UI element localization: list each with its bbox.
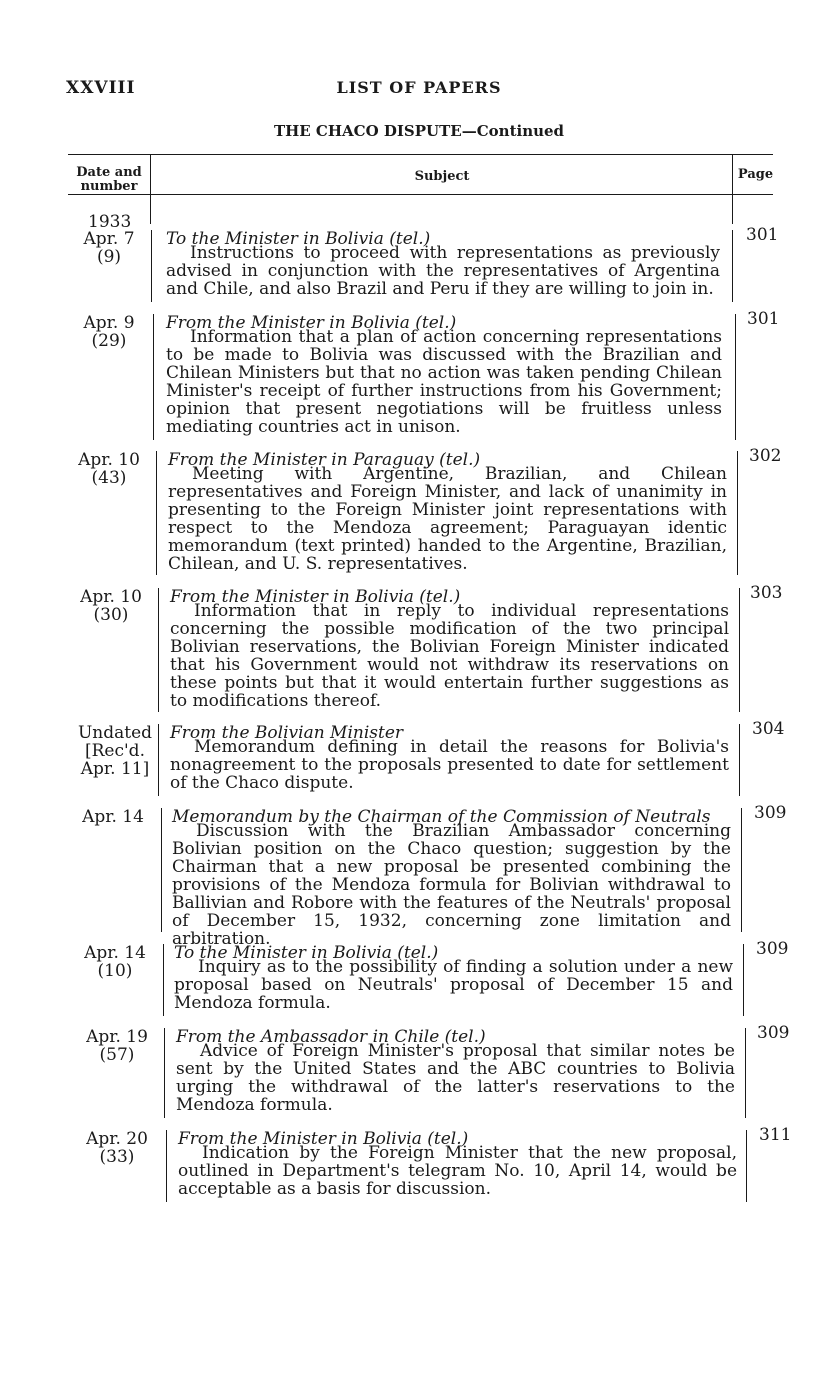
entry-description: Advice of Foreign Minister's proposal that similar notes be sent by the United States and the ABC countries to Bolivia urging the withdrawal of the latter's reservations to the Mendoza formula.	[176, 1041, 735, 1115]
entry-bar-left	[163, 944, 164, 1016]
entry-addressee: From the Minister in Bolivia (tel.)	[166, 313, 457, 333]
year-label: 1933	[88, 212, 132, 232]
entry-page: 302	[749, 446, 782, 466]
entry-addressee: From the Minister in Paraguay (tel.)	[168, 450, 481, 470]
table-top-rule	[68, 154, 773, 155]
entry-bar-left	[158, 724, 159, 796]
entry-page: 309	[757, 1023, 790, 1043]
entry-description: Inquiry as to the possibility of finding a solution under a new proposal based on Neutrals' proposal of December 15 and Mendoza formula.	[174, 957, 733, 1013]
entry-bar-right	[741, 808, 742, 932]
running-title: LIST OF PAPERS	[336, 78, 502, 97]
entry-date: Apr. 9 (29)	[83, 313, 135, 351]
entry-page: 303	[750, 583, 783, 603]
entry-bar-left	[166, 1130, 167, 1202]
entry-page: 309	[756, 939, 789, 959]
column-header-date: Date and number	[76, 165, 142, 194]
entry-date: Apr. 19 (57)	[86, 1027, 148, 1065]
entry-addressee: To the Minister in Bolivia (tel.)	[166, 229, 431, 249]
entry-bar-right	[737, 451, 738, 575]
entry-description: Information that in reply to individual representations concerning the possible modification of the two principal Bolivian reservations, the Bolivian Foreign Minister indicated that his Government would not withdraw its reservations on these points but that it would entertain further suggestions as to modifications thereof.	[170, 601, 729, 711]
entry-description: Discussion with the Brazilian Ambassador concerning Bolivian position on the Chaco question; suggestion by the Chairman that a new proposal be presented combining the provisions of the Mendoza formula for Bolivian withdrawal to Ballivian and Robore with the features of the Neutrals' proposal of December 15, 1932, concerning zone limitation and arbitration.	[172, 821, 731, 949]
entry-bar-left	[164, 1028, 165, 1118]
entry-page: 301	[746, 225, 779, 245]
entry-bar-right	[735, 314, 736, 440]
entry-date: Apr. 7 (9)	[83, 229, 135, 267]
entry-description: Meeting with Argentine, Brazilian, and Chilean representatives and Foreign Minister, and lack of unanimity in presenting to the Foreign Minister joint representations with respect to the Mendoza agreement; Paraguayan identic memorandum (text printed) handed to the Argentine, Brazilian, Chilean, and U. S. representatives.	[168, 464, 727, 574]
entry-page: 301	[747, 309, 780, 329]
entry-addressee: Memorandum by the Chairman of the Commission of Neutrals	[172, 807, 711, 827]
entry-bar-left	[158, 588, 159, 712]
entry-bar-right	[745, 1028, 746, 1118]
entry-date: Undated [Rec'd. Apr. 11]	[77, 723, 153, 779]
entry-page: 311	[759, 1125, 792, 1145]
entry-description: Information that a plan of action concerning representations to be made to Bolivia was discussed with the Brazilian and Chilean Ministers but that no action was taken pending Chilean Minister's receipt of further instructions from his Government; opinion that present negotiations will be fruitless unless mediating countries act in unison.	[166, 327, 722, 437]
entry-bar-right	[732, 230, 733, 302]
entry-description: Instructions to proceed with representations as previously advised in conjunction with the representatives of Argentina and Chile, and also Brazil and Peru if they are willing to join in.	[166, 243, 720, 299]
column-header-page: Page	[737, 167, 774, 182]
entry-addressee: From the Ambassador in Chile (tel.)	[176, 1027, 486, 1047]
entry-bar-right	[739, 588, 740, 712]
entry-bar-left	[161, 808, 162, 932]
entry-bar-right	[746, 1130, 747, 1202]
section-title: THE CHACO DISPUTE—Continued	[273, 122, 565, 140]
entry-page: 304	[752, 719, 785, 739]
entry-bar-right	[739, 724, 740, 796]
entry-addressee: From the Bolivian Minister	[170, 723, 404, 743]
entry-date: Apr. 14	[82, 807, 144, 827]
entry-bar-left	[156, 451, 157, 575]
entry-bar-left	[151, 230, 152, 302]
entry-addressee: To the Minister in Bolivia (tel.)	[174, 943, 439, 963]
table-header-rule	[68, 194, 773, 195]
entry-date: Apr. 14 (10)	[84, 943, 146, 981]
entry-date: Apr. 10 (30)	[80, 587, 142, 625]
entry-bar-right	[743, 944, 744, 1016]
entry-description: Memorandum defining in detail the reasons for Bolivia's nonagreement to the proposals presented to date for settlement of the Chaco dispute.	[170, 737, 729, 793]
entry-addressee: From the Minister in Bolivia (tel.)	[178, 1129, 469, 1149]
entry-bar-left	[153, 314, 154, 440]
entry-page: 309	[754, 803, 787, 823]
entry-description: Indication by the Foreign Minister that the new proposal, outlined in Department's telegram No. 10, April 14, would be acceptable as a basis for discussion.	[178, 1143, 737, 1199]
entry-date: Apr. 20 (33)	[86, 1129, 148, 1167]
entry-date: Apr. 10 (43)	[78, 450, 140, 488]
column-divider-right	[732, 154, 733, 224]
column-divider-left	[150, 154, 151, 224]
entry-addressee: From the Minister in Bolivia (tel.)	[170, 587, 461, 607]
column-header-subject: Subject	[414, 169, 470, 184]
page-number: XXVIII	[66, 78, 136, 98]
